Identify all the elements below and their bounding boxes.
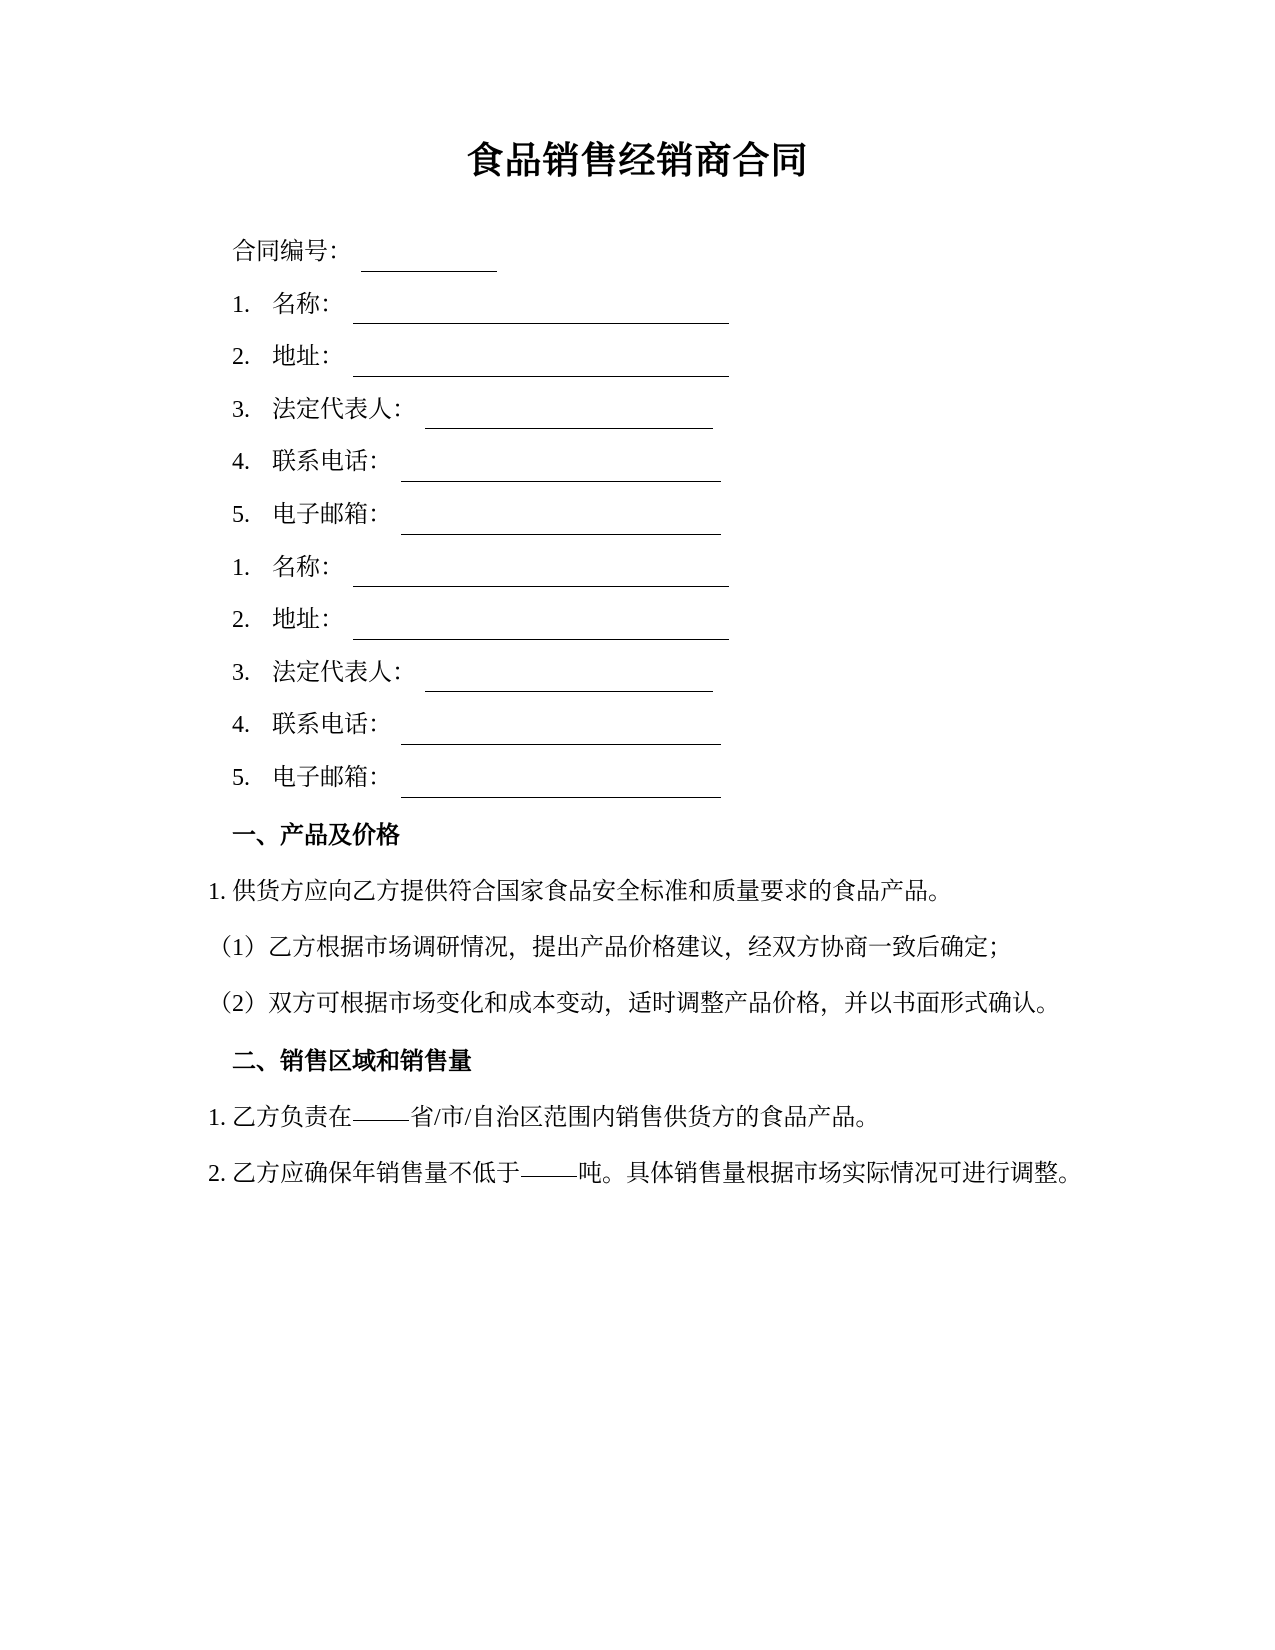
party-field-label: 地址： (272, 607, 344, 634)
party-field-blank[interactable] (401, 722, 721, 745)
party-field-label: 电子邮箱： (272, 502, 392, 529)
party-field-blank[interactable] (425, 669, 713, 692)
section-paragraph: （2）双方可根据市场变化和成本变动，适时调整产品价格，并以书面形式确认。 (208, 990, 1060, 1017)
section-paragraph: 1. 供货方应向乙方提供符合国家食品安全标准和质量要求的食品产品。 (208, 879, 952, 906)
party-field-label: 名称： (272, 291, 344, 318)
party-field-blank[interactable] (401, 512, 721, 535)
party-field-row (160, 388, 1115, 434)
party-field-number: 3. (232, 659, 250, 686)
contract-number-label: 合同编号： (232, 239, 352, 266)
party-field-row (160, 598, 1115, 644)
contract-sections (160, 814, 1115, 1198)
party-field-groups (160, 283, 1115, 802)
section-paragraph (160, 1151, 1115, 1198)
section-heading: 一、产品及价格 (232, 822, 400, 849)
party-field-row (160, 440, 1115, 486)
paragraph-text: 省/市/自治区范围内销售供货方的食品产品。 (410, 1105, 880, 1132)
party-field-blank[interactable] (425, 406, 713, 429)
party-field-number: 5. (232, 765, 250, 792)
party-field-label: 名称： (272, 554, 344, 581)
document-body (160, 230, 1115, 1198)
section-heading: 二、销售区域和销售量 (232, 1048, 472, 1075)
party-field-row (160, 283, 1115, 329)
party-field-blank[interactable] (353, 301, 729, 324)
inline-fill-blank[interactable] (521, 1175, 577, 1177)
party-field-number: 1. (232, 291, 250, 318)
party-field-blank[interactable] (353, 617, 729, 640)
party-field-blank[interactable] (353, 564, 729, 587)
party-field-number: 3. (232, 396, 250, 423)
party-field-number: 2. (232, 344, 250, 371)
party-field-row (160, 651, 1115, 697)
party-field-row (160, 335, 1115, 381)
section-paragraph (160, 1095, 1115, 1142)
section-paragraph: （1）乙方根据市场调研情况，提出产品价格建议，经双方协商一致后确定； (208, 935, 1012, 962)
party-field-label: 法定代表人： (272, 396, 416, 423)
party-field-label: 电子邮箱： (272, 765, 392, 792)
paragraph-text: 2. 乙方应确保年销售量不低于 (208, 1161, 520, 1187)
party-field-blank[interactable] (353, 354, 729, 377)
inline-fill-blank[interactable] (353, 1119, 409, 1121)
party-field-label: 地址： (272, 344, 344, 371)
contract-number-row (160, 230, 1115, 276)
party-field-row (160, 493, 1115, 539)
party-field-number: 4. (232, 712, 250, 739)
party-field-blank[interactable] (401, 775, 721, 798)
paragraph-text: 吨。具体销售量根据市场实际情况可进行调整。 (578, 1161, 1082, 1187)
party-field-label: 联系电话： (272, 712, 392, 739)
party-field-number: 4. (232, 449, 250, 476)
paragraph-text: 1. 乙方负责在 (208, 1105, 352, 1132)
party-field-number: 2. (232, 607, 250, 634)
party-field-label: 联系电话： (272, 449, 392, 476)
party-field-row (160, 546, 1115, 592)
party-field-row (160, 756, 1115, 802)
page-title: 食品销售经销商合同 (466, 141, 809, 182)
party-field-number: 1. (232, 554, 250, 581)
party-field-label: 法定代表人： (272, 659, 416, 686)
party-field-row (160, 703, 1115, 749)
party-field-blank[interactable] (401, 459, 721, 482)
contract-number-blank[interactable] (361, 249, 497, 272)
party-field-number: 5. (232, 502, 250, 529)
